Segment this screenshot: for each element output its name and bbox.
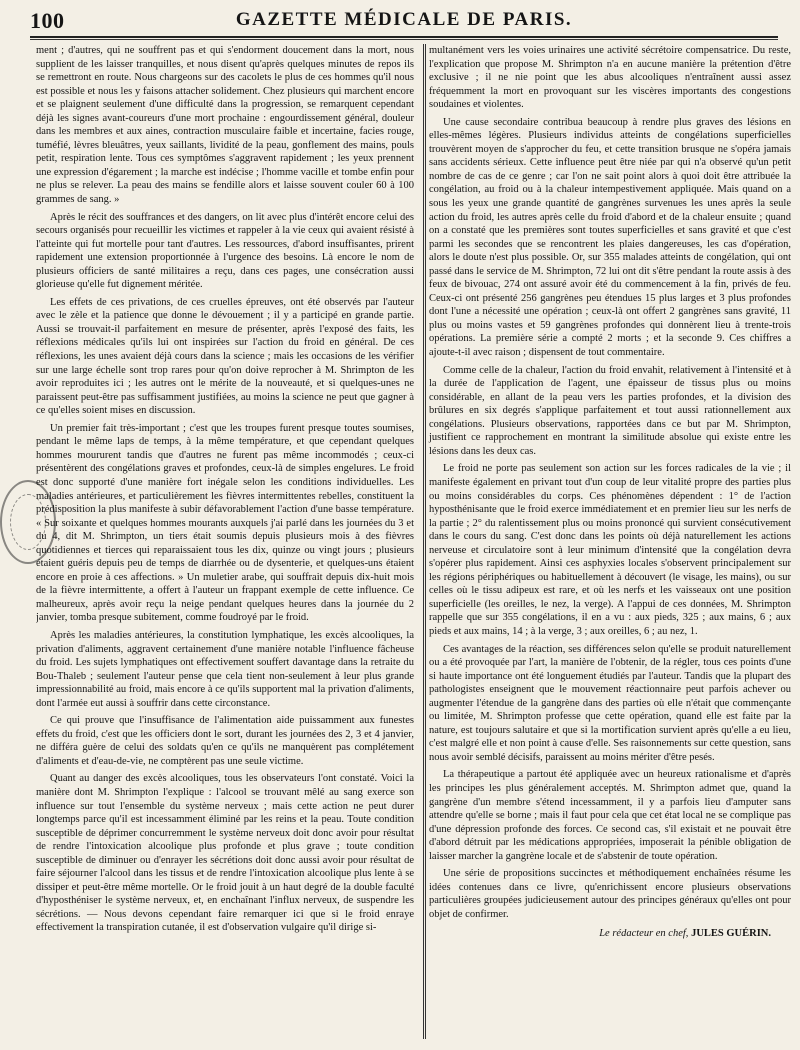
- page-number: 100: [30, 8, 65, 33]
- paragraph: La thérapeutique a partout été appliquée avec un heureux rationalisme et d'après les principes les plus généralement acceptés. M. Shrimpton admet que, quand la gangrène d'un membre s'étend incessamment, il y a parfois lieu d'amputer sans attendre qu'elle se borne ; mais il faut pour cela que cet état local ne se complique pas d'une dépression profonde des forces. Ce second cas, s'il existait et ne pouvait être d'abord détruit par les médications appropriées, imposerait la pénible obligation de laisser marcher la gangrène locale et de s'abstenir de toute opération.: [429, 769, 791, 862]
- page-header: [30, 6, 778, 38]
- header-rule: [30, 39, 778, 40]
- paragraph: Comme celle de la chaleur, l'action du froid envahit, relativement à l'intensité et à la durée de l'application de l'agent, une épaisseur de tissus plus ou moins considérable, en allant de la peau vers les parties profondes, et la division des brûlures en six degrés s'applique parfaitement et tout aussi rationnellement aux congélations. Plusieurs observations, rapportées dans ce but par M. Shrimpton, justifient ce rapprochement en montrant la similitude absolue qui existe entre les lésions dans les deux cas.: [429, 364, 791, 457]
- right-column: [413, 44, 791, 1039]
- paragraph: Une série de propositions succinctes et méthodiquement enchaînées résume les idées contenues dans ce livre, qu'enrichissent encore plusieurs observations particulières groupées judicieusement autour des principes généraux qu'elles ont pour objet de confirmer.: [429, 868, 791, 920]
- signature: [429, 927, 791, 941]
- signature-label: Le rédacteur en chef,: [599, 928, 689, 940]
- paragraph: Après le récit des souffrances et des dangers, on lit avec plus d'intérêt encore celui des secours organisés pour recueillir les victimes et rappeler à la vie ceux qui avaient résisté à l'atteinte qui fut mortelle pour tant d'autres. Les ressources, d'abord insuffisantes, prirent rapidement une extension proportionnée à l'urgence des besoins. Là encore le nom de plusieurs officiers de santé militaires a reçu, dans ces pages, une consécration aussi glorieuse qu'elle fut dignement méritée.: [36, 211, 414, 291]
- paragraph: Le froid ne porte pas seulement son action sur les forces radicales de la vie ; il manifeste également en privant tout d'un coup de leur vitalité propre des parties plus ou moins considérables du corps. Ces phénomènes dépendent : 1° de l'action hyposthénisante que le froid exerce immédiatement et en premier lieu sur les nerfs de la partie ; 2° du ralentissement plus ou moins prononcé qui survient consécutivement dans le cours du sang. C'est donc dans les points où déjà naturellement les actions nerveuse et circulatoire sont à leur minimum d'intensité que la congélation devra s'opérer plus rapidement. Ainsi ces asphyxies locales s'observent principalement sur les régions périphériques ou habituellement à découvert (le visage, les mains), ou sur celles où le tissu adipeux est rare, et où les nerfs et les vaisseaux ont une position superficielle (les oreilles, le nez, la verge). A l'appui de ces données, M. Shrimpton rappelle que sur 355 congélations, il en a vu : aux pieds, 325 ; aux mains, 6 ; aux pieds et aux mains, 14 ; à la verge, 3 ; aux oreilles, 6 ; au nez, 1.: [429, 463, 791, 637]
- paragraph: Après les maladies antérieures, la constitution lymphatique, les excès alcooliques, la privation d'aliments, aggravent certainement d'une manière notable l'influence fâcheuse du froid. Les sujets lymphatiques ont effectivement souffert davantage dans la retraite du Bou-Thaleb ; seulement l'auteur pense que cela tient non-seulement à leur plus grande impressionnabilité au froid, mais encore à ce qu'ils supportent mal la privation d'aliments, dont l'armée eut aussi à souffrir dans cette circonstance.: [36, 629, 414, 709]
- paragraph: Une cause secondaire contribua beaucoup à rendre plus graves des lésions en elles-mêmes légères. Plusieurs individus atteints de congélations superficielles trouvèrent moyen de s'approcher du feu, et cette transition brusque ne s'opéra jamais sans accidents sérieux. Cette influence peut être niée par qui n'a observé qu'un petit nombre de cas de ce genre ; car l'on ne sait point alors à quoi doit être attribuée la congélation, au froid ou à la chaleur intempestivement appliquée. Mais quand on a sous les yeux une grande quantité de gangrènes survenues les unes après la seule action du froid, les autres après celle du froid d'abord et de la chaleur ensuite ; quand on a constaté que les premières sont toutes superficielles et sans gravité et que c'est parmi les secondes que se rencontrent les plaies dangereuses, les cas d'opération, alors le doute n'est plus possible. Or, sur 355 malades atteints de congélation, qui ont passé dans le service de M. Shrimpton, 72 lui ont dit s'être pendant la route assis à des feux de bivouac, 274 ont assuré avoir été du commencement à la fin, privés de feu. Ceux-ci ont présenté 256 gangrènes peu étendues 15 plus larges et 3 plus profondes dont l'une a nécessité une opération ; ceux-là ont offert 2 gangrènes sans gravité, 11 plus ou moins vastes et 59 gangrènes profondes qui donnèrent lieu à trente-trois opérations. La première série a compté 2 morts ; et la seconde 9. Ces chiffres a ajoute-t-il avec raison ; dispensent de tout commentaire.: [429, 116, 791, 359]
- paragraph: Un premier fait très-important ; c'est que les troupes furent presque toutes soumises, pendant le même laps de temps, à la même température, et que cependant quelques hommes moururent tandis que d'autres ne furent pas même incommodés ; ceux-ci présentèrent des congélations graves et profondes, ceux-là de simples engelures. Le froid est donc supporté d'une manière fort inégale selon les conditions individuelles. Les maladies antérieures, et particulièrement les fièvres intermittentes rebelles, constituent la prédisposition la plus manifeste à subir défavorablement l'action d'une basse température. « Sur soixante et quelques hommes mourants auxquels j'ai parlé dans les journées du 3 et du 4, dit M. Shrimpton, un tiers était soumis depuis plusieurs mois à des fièvres quotidiennes et tierces qui reparaissaient tous les dix, quinze ou vingt jours ; plusieurs étaient guéris depuis peu de temps de diarrhée ou de dysenterie, et quelques-uns étaient encore en proie à ces affections. » Un muletier arabe, qui souffrait depuis dix-huit mois de la fièvre intermittente, a offert à l'auteur un frappant exemple de cette influence. Ce malheureux, après avoir reçu la neige pendant quelques heures dans la journée du 2 janvier, tomba presque subitement, comme foudroyé par le froid.: [36, 422, 414, 624]
- paragraph: Quant au danger des excès alcooliques, tous les observateurs l'ont constaté. Voici la manière dont M. Shrimpton l'explique : l'alcool se trouvant mêlé au sang exerce son influence sur tout l'ensemble du système nerveux ; mais cette action ne peut durer longtemps parce qu'il est incessamment éliminé par les reins et la peau. Toute condition susceptible de déprimer concurremment le système nerveux doit donc avoir pour résultat de rendre l'intoxication alcoolique plus profonde et plus grave ; toute condition susceptible de diminuer ou d'enrayer les sécrétions doit donc aussi avoir pour résultat de faire séjourner l'alcool dans les tissus et de rendre l'intoxication alcoolique plus lente à se dissiper et peut-être même mortelle. Or le froid jouit à un haut degré de la double faculté d'hyposthéniser le système nerveux, et, en enchaînant l'influx nerveux, de suspendre les sécrétions. — Nous devons cependant faire remarquer ici que si le froid enraye effectivement la transpiration cutanée, il est d'observation vulgaire qu'il dirige si-: [36, 773, 414, 934]
- signature-name: JULES GUÉRIN.: [691, 928, 771, 940]
- paragraph: Ce qui prouve que l'insuffisance de l'alimentation aide puissamment aux funestes effets du froid, c'est que les officiers dont le sort, durant les journées des 2, 3 et 4 janvier, ne différa guère de celui des soldats qu'en ce qu'ils ne manquèrent pas complétement d'aliments et d'eau-de-vie, ne comptèrent pas une seule victime.: [36, 715, 414, 767]
- left-column: [36, 44, 414, 1039]
- paragraph: multanément vers les voies urinaires une activité sécrétoire compensatrice. Du reste, l'explication que propose M. Shrimpton n'a en aucune manière la prétention d'être exclusive ; il ne nie point que les abus alcooliques n'entraînent aussi assez fréquemment la mort en provoquant sur les viscères importants des congestions soudaines et violentes.: [429, 45, 791, 111]
- journal-title: GAZETTE MÉDICALE DE PARIS.: [235, 9, 573, 30]
- paragraph: Ces avantages de la réaction, ses différences selon qu'elle se produit naturellement ou a été provoquée par l'art, la manière de l'obtenir, de la régler, tous ces points d'une si haute importance ont été longuement étudiés par l'auteur. Tandis que la plupart des pathologistes enseignent que le mouvement réactionnaire peut parfois achever ou augmenter l'étendue de la gangrène dans des parties où elle n'était que commençante ou limitée, M. Shrimpton professe que cette opération, quand elle est faite par la nature, est toujours salutaire et que si la mortification survient après qu'elle a eu lieu, c'est malgré elle et non point à cause d'elle. Ses raisonnements sur cette question, sans nous avoir semblé décisifs, paraissent au moins mériter d'être pesés.: [429, 643, 791, 763]
- paragraph: Les effets de ces privations, de ces cruelles épreuves, ont été observés par l'auteur avec le zèle et la patience que donne le dévouement ; il y a participé en grande partie. Aussi se trouvait-il parfaitement en mesure de présenter, après l'exposé des faits, les réflexions médicales qu'ils lui ont inspirées sur l'action du froid en général. De ces réflexions, les unes avaient déjà cours dans la science ; mais les occasions de les vérifier sur une large échelle sont trop rares pour qu'on doive reprocher à M. Shrimpton de les avoir reproduites ici ; les autres ont le mérite de la nouveauté, et si quelques-unes ne paraissent peut-être pas suffisamment justifiées, au moins la science ne peut que gagner à ce qu'elles soient mises en discussion.: [36, 296, 414, 417]
- paragraph: ment ; d'autres, qui ne souffrent pas et qui s'endorment doucement dans la mort, nous supplient de les laisser tranquilles, et nous disent qu'après quelques minutes de repos ils se remettront en route. Nous chargeons sur des cacolets le plus de ces hommes qu'il nous est possible et nous les y faisons attacher solidement. Chez plusieurs qui marchent encore et se plaignent seulement d'une difficulté dans la progression, se remarquent cependant déjà les signes avant-coureurs d'une mort prochaine : engourdissement général, douleur dans les membres et aux aines, contraction musculaire faible et incertaine, facies rouge, tuméfié, lèvres bleuâtres, yeux saillants, lividité de la peau, gonflement des mains, pouls petit, respiration lente. Tous ces symptômes s'aggravent rapidement ; les yeux prennent une expression d'égarement ; la marche est indécise ; l'homme vacille et tombe enfin pour ne plus se relever. La peau des mains se fendille alors et laisse souvent couler 60 à 100 grammes de sang. »: [36, 45, 414, 206]
